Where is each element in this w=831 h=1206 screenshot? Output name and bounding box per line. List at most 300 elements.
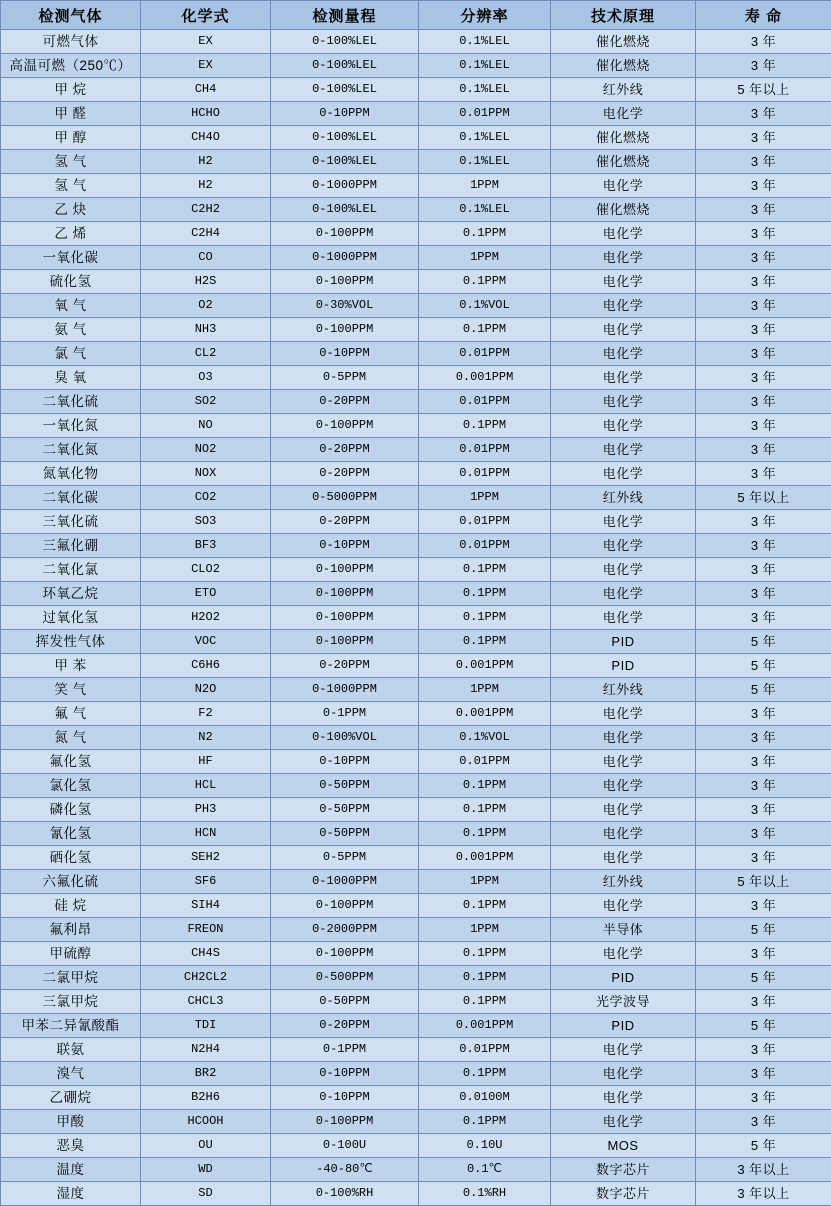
table-row	[1, 654, 831, 678]
table-row	[1, 558, 831, 582]
cell-resolution: 0.1PPM	[419, 558, 551, 582]
cell-lifespan: 3 年	[696, 894, 831, 918]
cell-lifespan: 5 年	[696, 918, 831, 942]
cell-technology-principle: 电化学	[551, 798, 696, 822]
cell-gas-name: 甲硫醇	[1, 942, 141, 966]
table-row	[1, 342, 831, 366]
cell-detection-range: 0-100%LEL	[271, 78, 419, 102]
cell-gas-name: 二氧化氮	[1, 438, 141, 462]
table-row	[1, 414, 831, 438]
cell-chemical-formula: OU	[141, 1134, 271, 1158]
cell-detection-range: 0-20PPM	[271, 1014, 419, 1038]
cell-gas-name: 三氧化硫	[1, 510, 141, 534]
cell-technology-principle: 电化学	[551, 390, 696, 414]
cell-lifespan: 5 年	[696, 966, 831, 990]
cell-technology-principle: 电化学	[551, 1062, 696, 1086]
cell-detection-range: 0-100PPM	[271, 582, 419, 606]
table-row	[1, 174, 831, 198]
cell-resolution: 0.10U	[419, 1134, 551, 1158]
cell-chemical-formula: CH2CL2	[141, 966, 271, 990]
cell-gas-name: 环氧乙烷	[1, 582, 141, 606]
table-row	[1, 390, 831, 414]
cell-gas-name: 乙 炔	[1, 198, 141, 222]
cell-lifespan: 3 年	[696, 942, 831, 966]
cell-lifespan: 5 年以上	[696, 78, 831, 102]
table-row	[1, 918, 831, 942]
cell-lifespan: 5 年	[696, 654, 831, 678]
cell-chemical-formula: BR2	[141, 1062, 271, 1086]
cell-gas-name: 臭 氧	[1, 366, 141, 390]
cell-lifespan: 3 年	[696, 30, 831, 54]
table-row	[1, 54, 831, 78]
cell-lifespan: 3 年	[696, 246, 831, 270]
cell-lifespan: 3 年	[696, 750, 831, 774]
table-row	[1, 678, 831, 702]
cell-resolution: 0.001PPM	[419, 702, 551, 726]
cell-detection-range: 0-100PPM	[271, 270, 419, 294]
cell-detection-range: 0-50PPM	[271, 822, 419, 846]
table-row	[1, 534, 831, 558]
cell-detection-range: 0-10PPM	[271, 102, 419, 126]
cell-chemical-formula: HCN	[141, 822, 271, 846]
cell-resolution: 0.1PPM	[419, 966, 551, 990]
cell-resolution: 0.1%LEL	[419, 54, 551, 78]
column-header-resolution: 分辨率	[419, 1, 551, 30]
cell-chemical-formula: C2H2	[141, 198, 271, 222]
cell-chemical-formula: BF3	[141, 534, 271, 558]
cell-technology-principle: 电化学	[551, 846, 696, 870]
cell-resolution: 0.1%VOL	[419, 726, 551, 750]
table-row	[1, 318, 831, 342]
cell-gas-name: 三氟化硼	[1, 534, 141, 558]
cell-gas-name: 挥发性气体	[1, 630, 141, 654]
table-row	[1, 1086, 831, 1110]
cell-resolution: 0.1PPM	[419, 270, 551, 294]
cell-resolution: 0.1PPM	[419, 1110, 551, 1134]
cell-resolution: 0.1PPM	[419, 606, 551, 630]
cell-chemical-formula: WD	[141, 1158, 271, 1182]
cell-resolution: 0.1PPM	[419, 318, 551, 342]
cell-chemical-formula: SD	[141, 1182, 271, 1206]
cell-detection-range: 0-100U	[271, 1134, 419, 1158]
table-row	[1, 1110, 831, 1134]
cell-gas-name: 氢 气	[1, 150, 141, 174]
cell-chemical-formula: CO	[141, 246, 271, 270]
table-row	[1, 870, 831, 894]
cell-technology-principle: 电化学	[551, 1110, 696, 1134]
table-row	[1, 630, 831, 654]
cell-detection-range: 0-20PPM	[271, 462, 419, 486]
table-row	[1, 1062, 831, 1086]
cell-resolution: 0.01PPM	[419, 342, 551, 366]
cell-gas-name: 甲酸	[1, 1110, 141, 1134]
cell-chemical-formula: ETO	[141, 582, 271, 606]
cell-gas-name: 氯化氢	[1, 774, 141, 798]
cell-resolution: 0.1PPM	[419, 798, 551, 822]
cell-chemical-formula: PH3	[141, 798, 271, 822]
cell-technology-principle: 电化学	[551, 582, 696, 606]
cell-resolution: 0.001PPM	[419, 846, 551, 870]
cell-gas-name: 联氨	[1, 1038, 141, 1062]
cell-gas-name: 二氧化碳	[1, 486, 141, 510]
table-row	[1, 966, 831, 990]
cell-lifespan: 3 年	[696, 1062, 831, 1086]
table-row	[1, 1038, 831, 1062]
table-row	[1, 1134, 831, 1158]
cell-detection-range: 0-1000PPM	[271, 246, 419, 270]
table-body	[1, 30, 831, 1206]
cell-chemical-formula: N2	[141, 726, 271, 750]
table-row	[1, 102, 831, 126]
cell-resolution: 1PPM	[419, 870, 551, 894]
cell-detection-range: 0-100PPM	[271, 630, 419, 654]
cell-detection-range: 0-100%LEL	[271, 30, 419, 54]
cell-resolution: 0.01PPM	[419, 534, 551, 558]
cell-technology-principle: 电化学	[551, 774, 696, 798]
cell-technology-principle: 电化学	[551, 1038, 696, 1062]
cell-technology-principle: 催化燃烧	[551, 30, 696, 54]
cell-detection-range: 0-100%LEL	[271, 54, 419, 78]
cell-chemical-formula: CLO2	[141, 558, 271, 582]
cell-chemical-formula: SF6	[141, 870, 271, 894]
cell-resolution: 0.1%RH	[419, 1182, 551, 1206]
cell-resolution: 0.01PPM	[419, 390, 551, 414]
cell-chemical-formula: H2	[141, 174, 271, 198]
cell-gas-name: 氰化氢	[1, 822, 141, 846]
cell-lifespan: 3 年以上	[696, 1182, 831, 1206]
cell-gas-name: 甲苯二异氰酸酯	[1, 1014, 141, 1038]
cell-technology-principle: 半导体	[551, 918, 696, 942]
table-row	[1, 846, 831, 870]
cell-resolution: 0.1%LEL	[419, 30, 551, 54]
cell-chemical-formula: C6H6	[141, 654, 271, 678]
cell-resolution: 1PPM	[419, 246, 551, 270]
table-row	[1, 462, 831, 486]
cell-lifespan: 3 年	[696, 1086, 831, 1110]
cell-detection-range: 0-1000PPM	[271, 870, 419, 894]
cell-lifespan: 5 年以上	[696, 870, 831, 894]
cell-lifespan: 3 年	[696, 534, 831, 558]
cell-gas-name: 甲 醇	[1, 126, 141, 150]
table-header	[1, 1, 831, 30]
cell-detection-range: 0-100%VOL	[271, 726, 419, 750]
cell-lifespan: 3 年	[696, 702, 831, 726]
cell-gas-name: 氮氧化物	[1, 462, 141, 486]
cell-chemical-formula: HCL	[141, 774, 271, 798]
table-row	[1, 942, 831, 966]
cell-lifespan: 3 年	[696, 510, 831, 534]
cell-lifespan: 3 年	[696, 198, 831, 222]
cell-gas-name: 过氧化氢	[1, 606, 141, 630]
cell-technology-principle: 电化学	[551, 702, 696, 726]
cell-chemical-formula: CO2	[141, 486, 271, 510]
cell-technology-principle: 红外线	[551, 486, 696, 510]
cell-lifespan: 3 年	[696, 1110, 831, 1134]
cell-technology-principle: 电化学	[551, 102, 696, 126]
cell-gas-name: 氨 气	[1, 318, 141, 342]
cell-chemical-formula: H2	[141, 150, 271, 174]
cell-gas-name: 硫化氢	[1, 270, 141, 294]
table-row	[1, 606, 831, 630]
cell-resolution: 0.1%LEL	[419, 78, 551, 102]
cell-lifespan: 3 年	[696, 390, 831, 414]
table-row	[1, 798, 831, 822]
cell-resolution: 0.1PPM	[419, 222, 551, 246]
cell-resolution: 0.001PPM	[419, 654, 551, 678]
table-row	[1, 582, 831, 606]
cell-resolution: 1PPM	[419, 918, 551, 942]
cell-gas-name: 氮 气	[1, 726, 141, 750]
cell-detection-range: 0-10PPM	[271, 534, 419, 558]
table-row	[1, 126, 831, 150]
cell-gas-name: 二氧化硫	[1, 390, 141, 414]
cell-chemical-formula: CH4S	[141, 942, 271, 966]
cell-detection-range: 0-100%LEL	[271, 126, 419, 150]
table-row	[1, 1014, 831, 1038]
cell-gas-name: 可燃气体	[1, 30, 141, 54]
table-row	[1, 294, 831, 318]
cell-resolution: 0.1%LEL	[419, 126, 551, 150]
cell-detection-range: 0-1PPM	[271, 702, 419, 726]
cell-lifespan: 3 年	[696, 726, 831, 750]
cell-gas-name: 硒化氢	[1, 846, 141, 870]
cell-gas-name: 乙硼烷	[1, 1086, 141, 1110]
cell-detection-range: 0-1000PPM	[271, 174, 419, 198]
cell-gas-name: 氟 气	[1, 702, 141, 726]
cell-resolution: 0.1PPM	[419, 774, 551, 798]
cell-lifespan: 5 年	[696, 630, 831, 654]
cell-technology-principle: PID	[551, 1014, 696, 1038]
cell-gas-name: 温度	[1, 1158, 141, 1182]
cell-resolution: 0.0100M	[419, 1086, 551, 1110]
cell-lifespan: 3 年以上	[696, 1158, 831, 1182]
cell-gas-name: 高温可燃（250℃）	[1, 54, 141, 78]
cell-chemical-formula: C2H4	[141, 222, 271, 246]
table-row	[1, 222, 831, 246]
cell-lifespan: 3 年	[696, 462, 831, 486]
cell-resolution: 0.1PPM	[419, 1062, 551, 1086]
table-row	[1, 1182, 831, 1206]
cell-technology-principle: 电化学	[551, 174, 696, 198]
cell-detection-range: 0-20PPM	[271, 654, 419, 678]
cell-lifespan: 3 年	[696, 414, 831, 438]
cell-detection-range: 0-100PPM	[271, 894, 419, 918]
cell-chemical-formula: CH4O	[141, 126, 271, 150]
cell-gas-name: 湿度	[1, 1182, 141, 1206]
cell-technology-principle: 电化学	[551, 318, 696, 342]
cell-detection-range: 0-5PPM	[271, 846, 419, 870]
cell-lifespan: 3 年	[696, 294, 831, 318]
cell-chemical-formula: VOC	[141, 630, 271, 654]
cell-technology-principle: 电化学	[551, 222, 696, 246]
cell-technology-principle: MOS	[551, 1134, 696, 1158]
cell-lifespan: 3 年	[696, 990, 831, 1014]
cell-detection-range: 0-100PPM	[271, 558, 419, 582]
cell-technology-principle: 红外线	[551, 678, 696, 702]
cell-technology-principle: 电化学	[551, 606, 696, 630]
column-header-chemical-formula: 化学式	[141, 1, 271, 30]
table-row	[1, 438, 831, 462]
cell-lifespan: 3 年	[696, 438, 831, 462]
cell-gas-name: 六氟化硫	[1, 870, 141, 894]
cell-technology-principle: 电化学	[551, 366, 696, 390]
cell-technology-principle: 电化学	[551, 510, 696, 534]
table-row	[1, 246, 831, 270]
table-row	[1, 198, 831, 222]
cell-chemical-formula: HCOOH	[141, 1110, 271, 1134]
cell-chemical-formula: SO2	[141, 390, 271, 414]
cell-detection-range: -40-80℃	[271, 1158, 419, 1182]
cell-detection-range: 0-30%VOL	[271, 294, 419, 318]
column-header-detection-range: 检测量程	[271, 1, 419, 30]
cell-technology-principle: 电化学	[551, 462, 696, 486]
cell-gas-name: 笑 气	[1, 678, 141, 702]
cell-gas-name: 氢 气	[1, 174, 141, 198]
cell-resolution: 0.1%LEL	[419, 150, 551, 174]
cell-gas-name: 恶臭	[1, 1134, 141, 1158]
cell-detection-range: 0-100%RH	[271, 1182, 419, 1206]
cell-chemical-formula: SEH2	[141, 846, 271, 870]
cell-gas-name: 氟利昂	[1, 918, 141, 942]
table-row	[1, 774, 831, 798]
cell-chemical-formula: EX	[141, 54, 271, 78]
cell-resolution: 0.01PPM	[419, 510, 551, 534]
table-row	[1, 894, 831, 918]
cell-technology-principle: 催化燃烧	[551, 150, 696, 174]
table-row	[1, 366, 831, 390]
cell-detection-range: 0-5PPM	[271, 366, 419, 390]
cell-gas-name: 磷化氢	[1, 798, 141, 822]
cell-gas-name: 乙 烯	[1, 222, 141, 246]
column-header-gas-name: 检测气体	[1, 1, 141, 30]
cell-detection-range: 0-500PPM	[271, 966, 419, 990]
cell-resolution: 1PPM	[419, 678, 551, 702]
cell-resolution: 0.1PPM	[419, 630, 551, 654]
cell-resolution: 0.1PPM	[419, 942, 551, 966]
cell-chemical-formula: HCHO	[141, 102, 271, 126]
cell-detection-range: 0-20PPM	[271, 390, 419, 414]
cell-chemical-formula: O3	[141, 366, 271, 390]
cell-lifespan: 3 年	[696, 846, 831, 870]
cell-resolution: 0.01PPM	[419, 102, 551, 126]
cell-resolution: 0.1PPM	[419, 414, 551, 438]
cell-technology-principle: 数字芯片	[551, 1182, 696, 1206]
cell-resolution: 1PPM	[419, 174, 551, 198]
cell-gas-name: 甲 烷	[1, 78, 141, 102]
cell-technology-principle: 电化学	[551, 270, 696, 294]
cell-technology-principle: 电化学	[551, 1086, 696, 1110]
cell-technology-principle: 催化燃烧	[551, 54, 696, 78]
cell-gas-name: 硅 烷	[1, 894, 141, 918]
cell-technology-principle: 红外线	[551, 870, 696, 894]
cell-lifespan: 3 年	[696, 822, 831, 846]
cell-resolution: 0.01PPM	[419, 462, 551, 486]
cell-resolution: 1PPM	[419, 486, 551, 510]
cell-detection-range: 0-20PPM	[271, 438, 419, 462]
cell-chemical-formula: SO3	[141, 510, 271, 534]
cell-lifespan: 5 年	[696, 678, 831, 702]
cell-resolution: 0.1%LEL	[419, 198, 551, 222]
cell-technology-principle: 电化学	[551, 894, 696, 918]
table-row	[1, 702, 831, 726]
cell-chemical-formula: B2H6	[141, 1086, 271, 1110]
cell-detection-range: 0-100PPM	[271, 606, 419, 630]
cell-lifespan: 3 年	[696, 1038, 831, 1062]
cell-detection-range: 0-20PPM	[271, 510, 419, 534]
cell-chemical-formula: HF	[141, 750, 271, 774]
cell-resolution: 0.1℃	[419, 1158, 551, 1182]
cell-chemical-formula: TDI	[141, 1014, 271, 1038]
cell-detection-range: 0-10PPM	[271, 1086, 419, 1110]
cell-technology-principle: 红外线	[551, 78, 696, 102]
cell-gas-name: 一氧化碳	[1, 246, 141, 270]
cell-technology-principle: PID	[551, 966, 696, 990]
cell-detection-range: 0-100PPM	[271, 942, 419, 966]
cell-detection-range: 0-50PPM	[271, 990, 419, 1014]
cell-resolution: 0.1PPM	[419, 582, 551, 606]
cell-lifespan: 3 年	[696, 54, 831, 78]
cell-detection-range: 0-10PPM	[271, 1062, 419, 1086]
cell-resolution: 0.01PPM	[419, 1038, 551, 1062]
cell-technology-principle: 光学波导	[551, 990, 696, 1014]
table-row	[1, 150, 831, 174]
cell-technology-principle: 电化学	[551, 750, 696, 774]
cell-detection-range: 0-100PPM	[271, 414, 419, 438]
cell-gas-name: 一氧化氮	[1, 414, 141, 438]
cell-lifespan: 3 年	[696, 342, 831, 366]
cell-technology-principle: 电化学	[551, 294, 696, 318]
cell-technology-principle: 电化学	[551, 822, 696, 846]
cell-chemical-formula: FREON	[141, 918, 271, 942]
cell-lifespan: 3 年	[696, 798, 831, 822]
cell-lifespan: 5 年以上	[696, 486, 831, 510]
cell-gas-name: 氧 气	[1, 294, 141, 318]
cell-lifespan: 3 年	[696, 582, 831, 606]
table-row	[1, 822, 831, 846]
cell-technology-principle: 电化学	[551, 414, 696, 438]
cell-lifespan: 3 年	[696, 102, 831, 126]
cell-technology-principle: 电化学	[551, 534, 696, 558]
cell-detection-range: 0-10PPM	[271, 342, 419, 366]
cell-chemical-formula: CHCL3	[141, 990, 271, 1014]
table-row	[1, 990, 831, 1014]
cell-gas-name: 甲 醛	[1, 102, 141, 126]
cell-chemical-formula: N2H4	[141, 1038, 271, 1062]
cell-gas-name: 三氯甲烷	[1, 990, 141, 1014]
table-row	[1, 30, 831, 54]
cell-lifespan: 3 年	[696, 558, 831, 582]
cell-technology-principle: 电化学	[551, 942, 696, 966]
cell-gas-name: 甲 苯	[1, 654, 141, 678]
cell-resolution: 0.1PPM	[419, 990, 551, 1014]
cell-technology-principle: 催化燃烧	[551, 198, 696, 222]
cell-detection-range: 0-2000PPM	[271, 918, 419, 942]
cell-chemical-formula: CL2	[141, 342, 271, 366]
cell-detection-range: 0-100%LEL	[271, 150, 419, 174]
cell-lifespan: 5 年	[696, 1134, 831, 1158]
cell-technology-principle: 催化燃烧	[551, 126, 696, 150]
cell-technology-principle: 电化学	[551, 438, 696, 462]
header-row	[1, 1, 831, 30]
cell-chemical-formula: CH4	[141, 78, 271, 102]
cell-lifespan: 3 年	[696, 270, 831, 294]
cell-technology-principle: 电化学	[551, 558, 696, 582]
table-row	[1, 510, 831, 534]
column-header-technology-principle: 技术原理	[551, 1, 696, 30]
cell-gas-name: 氟化氢	[1, 750, 141, 774]
cell-technology-principle: 数字芯片	[551, 1158, 696, 1182]
cell-lifespan: 3 年	[696, 150, 831, 174]
